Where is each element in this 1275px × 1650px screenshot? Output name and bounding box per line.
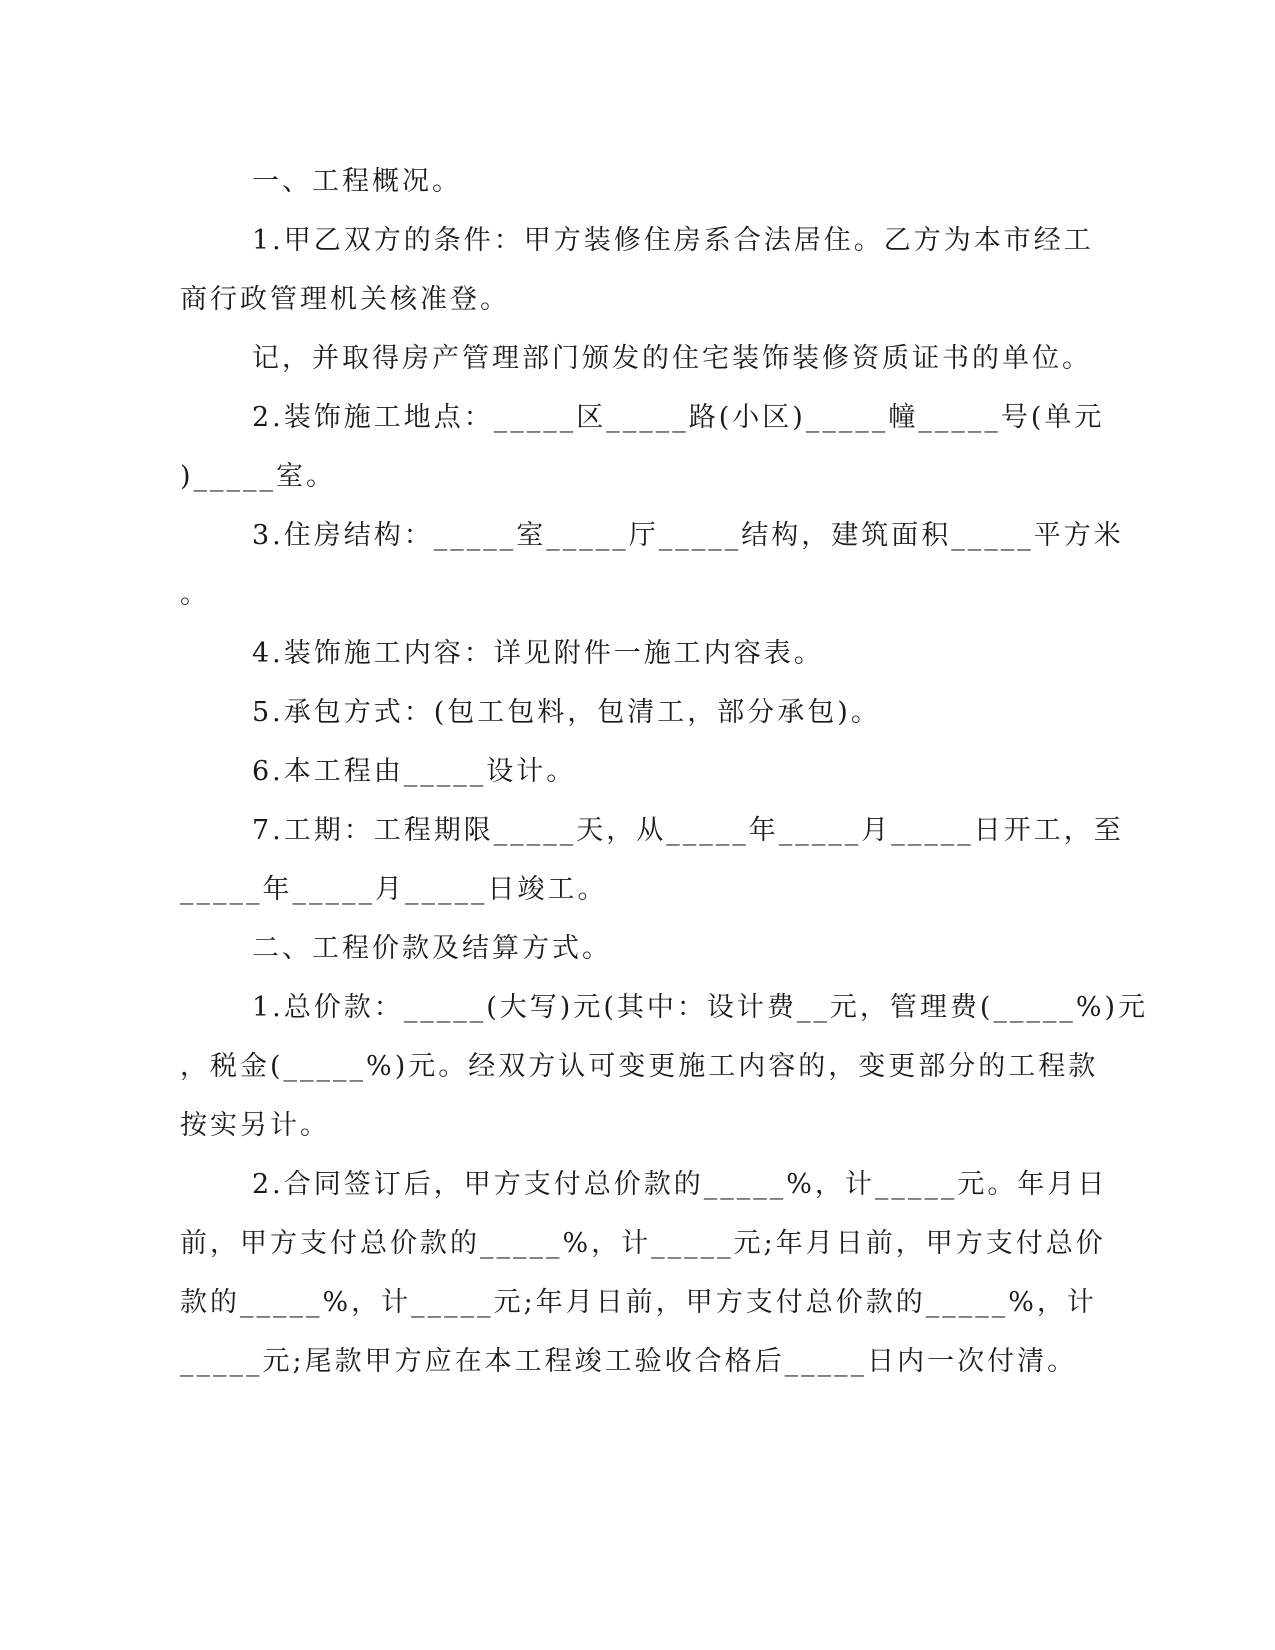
paragraph-line: 。 bbox=[180, 579, 210, 610]
paragraph-line: 前，甲方支付总价款的_____%，计_____元;年月日前，甲方支付总价 bbox=[180, 1228, 1106, 1259]
paragraph-line: _____元;尾款甲方应在本工程竣工验收合格后_____日内一次付清。 bbox=[180, 1346, 1078, 1377]
paragraph-line: 7.工期：工程期限_____天，从_____年_____月_____日开工，至 bbox=[252, 815, 1124, 846]
paragraph-line: 商行政管理机关核准登。 bbox=[180, 284, 510, 315]
section-heading-project-overview: 一、工程概况。 bbox=[252, 166, 462, 197]
paragraph-line: 记，并取得房产管理部门颁发的住宅装饰装修资质证书的单位。 bbox=[252, 343, 1092, 374]
paragraph-line: )_____室。 bbox=[180, 461, 337, 492]
paragraph-line: _____年_____月_____日竣工。 bbox=[180, 874, 608, 905]
paragraph-line: 按实另计。 bbox=[180, 1110, 330, 1141]
paragraph-line: 2.装饰施工地点：_____区_____路(小区)_____幢_____号(单元 bbox=[252, 402, 1105, 433]
paragraph-line: 款的_____%，计_____元;年月日前，甲方支付总价款的_____%，计 bbox=[180, 1287, 1097, 1318]
section-heading-price-settlement: 二、工程价款及结算方式。 bbox=[252, 933, 612, 964]
paragraph-line: 1.甲乙双方的条件：甲方装修住房系合法居住。乙方为本市经工 bbox=[252, 225, 1094, 256]
paragraph-line: 5.承包方式：(包工包料，包清工，部分承包)。 bbox=[252, 697, 881, 728]
paragraph-line: 4.装饰施工内容：详见附件一施工内容表。 bbox=[252, 638, 824, 669]
document-page bbox=[180, 152, 1149, 1391]
paragraph-line: 1.总价款：_____(大写)元(其中：设计费__元，管理费(_____%)元 bbox=[252, 992, 1149, 1023]
paragraph-line: 3.住房结构：_____室_____厅_____结构，建筑面积_____平方米 bbox=[252, 520, 1124, 551]
paragraph-line: ，税金(_____%)元。经双方认可变更施工内容的，变更部分的工程款 bbox=[180, 1051, 1099, 1082]
paragraph-line: 2.合同签订后，甲方支付总价款的_____%，计_____元。年月日 bbox=[252, 1169, 1108, 1200]
paragraph-line: 6.本工程由_____设计。 bbox=[252, 756, 577, 787]
